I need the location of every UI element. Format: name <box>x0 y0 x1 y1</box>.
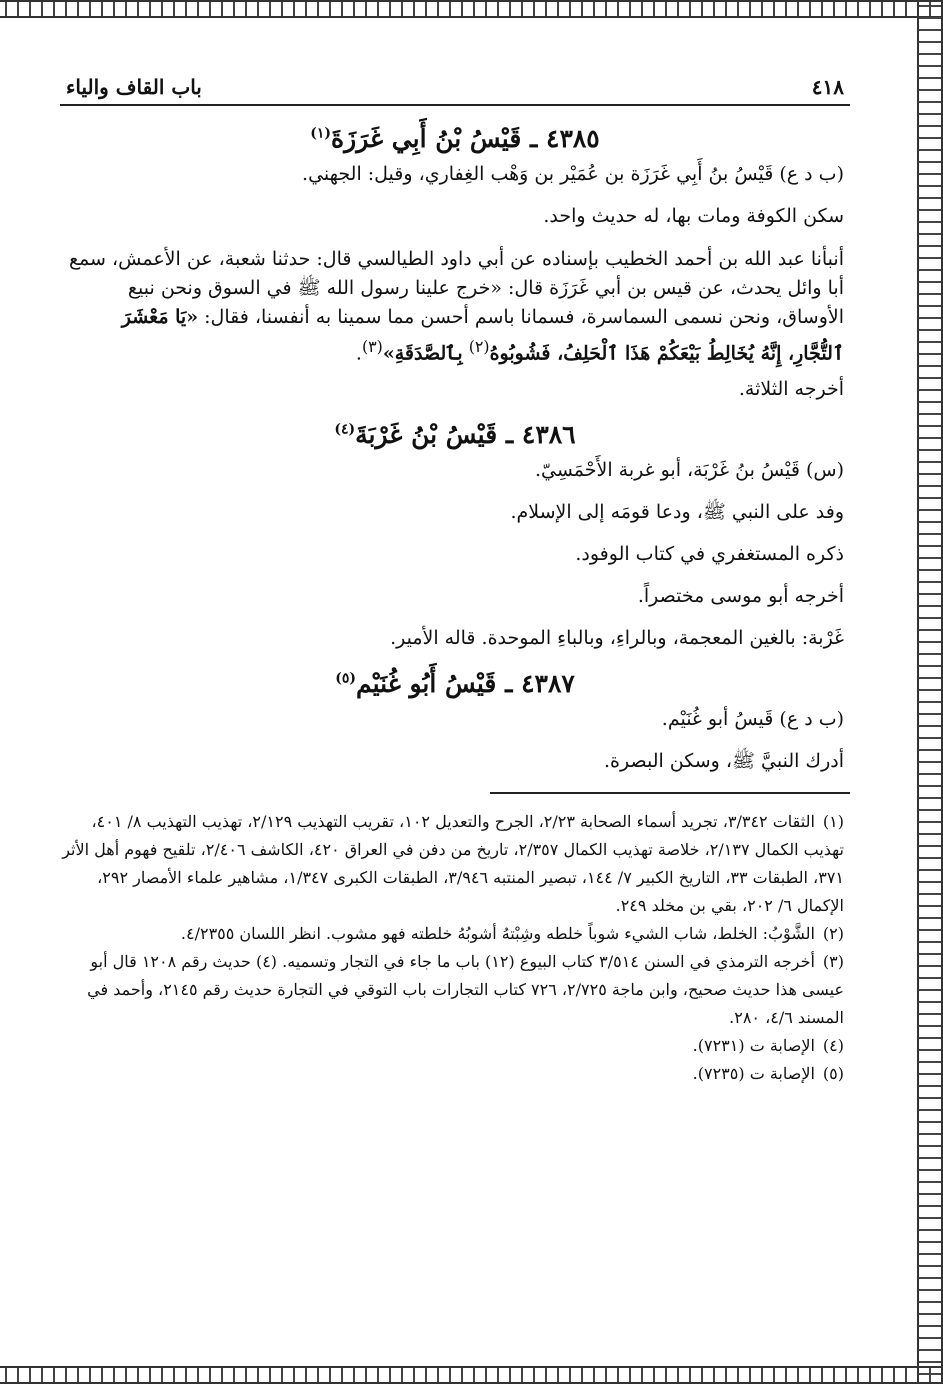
entry-paragraph: أخرجه أبو موسى مختصراً. <box>637 585 844 608</box>
entry-paragraph: (س) قَيْسُ بنُ غَرْبَة، أبو غربة الأَحْمَسِيّ. <box>534 459 844 482</box>
footnote-ref: (٤) <box>334 422 356 438</box>
entry-paragraph: ذكره المستغفري في كتاب الوفود. <box>575 543 844 566</box>
page-header <box>60 70 850 106</box>
entry-paragraph: غَرْبة: بالغين المعجمة، وبالراءِ، وبالباءِ الموحدة. قاله الأمير. <box>390 627 844 650</box>
page-number: ٤١٨ <box>811 75 844 99</box>
footnote-ref: (٢) <box>468 337 490 356</box>
entry-paragraph: (ب د ع) قَيْسُ بنُ أَبِي غَرَزَة بن عُمَيْر بن وَهْب الغِفاري، وقيل: الجهني. <box>302 163 844 185</box>
page-border-top <box>0 0 943 18</box>
entry-paragraph: وفد على النبي ﷺ، ودعا قومَه إلى الإسلام. <box>510 501 844 524</box>
footnote-ref: (٣) <box>361 337 383 356</box>
entry-paragraph: أخرجه الثلاثة. <box>738 378 844 401</box>
footnote: (٤)الإصابة ت (٧٢٣١). <box>692 1036 844 1056</box>
footnote-separator <box>490 792 850 794</box>
footnote-ref: (١) <box>310 125 332 142</box>
footnote: (٥)الإصابة ت (٧٢٣٥). <box>692 1064 844 1084</box>
hadith-text-end: بِٱلصَّدَقَةِ» <box>382 342 463 365</box>
entry-paragraph: أدرك النبيَّ ﷺ، وسكن البصرة. <box>604 750 844 773</box>
footnote-ref: (٥) <box>335 671 356 687</box>
entry-title: ٤٣٨٦ ـ قَيْسُ بْنُ غَرْبَةَ$^{(٤)}$ <box>334 420 576 450</box>
entry-paragraph: سكن الكوفة ومات بها، له حديث واحد. <box>543 205 844 227</box>
entry-title: ٤٣٨٧ ـ قَيْسُ أَبُو غُنَيْم$^{(٥)}$ <box>335 669 575 699</box>
entry-paragraph: (ب د ع) قَيسُ أبو غُنَيْم. <box>661 708 844 731</box>
page-content <box>60 70 850 1088</box>
hadith-text: «يَا مَعْشَرَ ٱلتُّجَّارِ، إِنَّهُ يُخَالِطُ بَيْعَكُمْ هَذَا ٱلْحَلِفُ، فَشُوبُوهُ <box>121 306 844 365</box>
footnote: (٣)أخرجه الترمذي في السنن ٣/٥١٤ كتاب البيوع (١٢) باب ما جاء في التجار وتسميه. (٤) حديث رقم ١٢٠٨ قال أبو عيسى هذا حديث صحيح، وابن ماجة ٢/٧٢٥، ٧٢٦ كتاب التجارات باب التوقي في التجارة حديث رقم ٢١٤٥، وأحمد في المسند ٤/٦، ٢٨٠. <box>87 952 844 1028</box>
footnote: (١)الثقات ٣/٣٤٢، تجريد أسماء الصحابة ٢/٢٣، الجرح والتعديل ١٠٢، تقريب التهذيب ٢/١٢٩، تهذيب التهذيب ٨/ ٤٠١، تهذيب الكمال ٢/١٣٧، خلاصة تهذيب الكمال ٢/٣٥٧، تاريخ من دفن في العراق ٤٢٠، الكاشف ٢/٤٠٦، تلقيح فهوم أهل الأثر ٣٧١، الطبقات ٣٣، التاريخ الكبير ٧/ ١٤٤، تبصير المنتبه ٣/٩٤٦، الطبقات الكبرى ١/٣٤٧، مشاهير علماء الأمصار ٢٩٢، الإكمال ٦/ ٢٠٢، بقي بن مخلد ٢٤٩. <box>62 812 844 916</box>
footnotes <box>60 808 850 1088</box>
running-title: باب القاف والياء <box>66 75 202 99</box>
page-border-bottom <box>0 1366 943 1384</box>
page-border-right <box>917 0 943 1384</box>
entry-title: ٤٣٨٥ ـ قَيْسُ بْنُ أَبِي غَرَزَةَ$^{(١)}$ <box>310 124 600 153</box>
hadith-paragraph: أنبأنا عبد الله بن أحمد الخطيب بإسناده عن أبي داود الطيالسي قال: حدثنا شعبة، عن الأعمش، سمع أبا وائل يحدث، عن قيس بن أبي غَرَزَة قال: «خرج علينا رسول الله ﷺ في السوق ونحن نبيع الأوساق، ونحن نسمى السماسرة، فسمانا باسم أحسن مما سمينا به أنفسنا، فقال: «يَا مَعْشَرَ ٱلتُّجَّارِ، إِنَّهُ يُخَالِطُ بَيْعَكُمْ هَذَا ٱلْحَلِفُ، فَشُوبُوهُ$^{(٢)}$ بِٱلصَّدَقَةِ»$^{(٣)}$. <box>68 248 844 365</box>
footnote: (٢)الشَّوْبُ: الخلط، شاب الشيء شوباً خلطه وشِبْتهُ أشوبُهُ خلطته فهو مشوب. انظر اللسان ٤/٢٣٥٥. <box>180 924 844 944</box>
